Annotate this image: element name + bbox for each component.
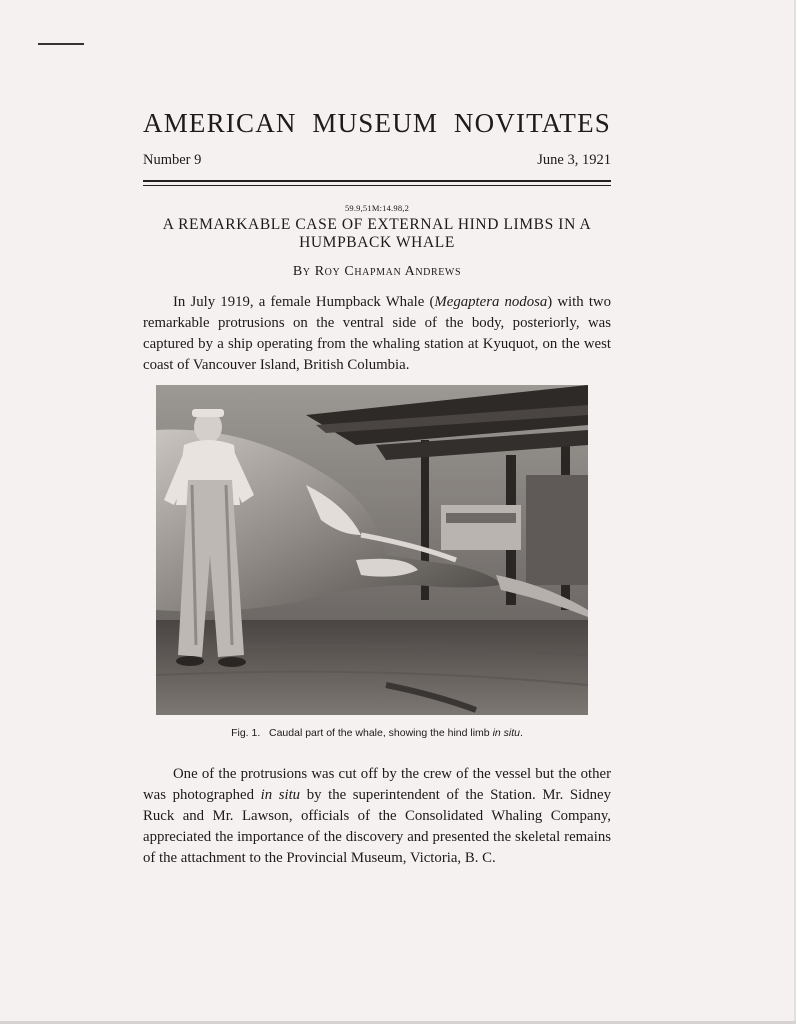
paragraph-text: One of the protrusions was cut off by the crew of the vessel but the other was photographed [143, 766, 611, 803]
paragraph-body [143, 764, 611, 869]
caption-italic: in situ [492, 727, 520, 739]
issue-date: June 3, 1921 [537, 152, 611, 168]
paragraph-text: ) with two remarkable protrusions on the ventral side of the body, posteriorly, was captured by a ship operating from the whaling station at Kyuquot, on the west coast of Vancouver Island, British Columbia. [143, 294, 612, 373]
classification-number: 59.9,51M:14.98,2 [344, 203, 410, 213]
figure-caption [143, 727, 611, 739]
photograph-illustration [156, 385, 588, 715]
article-title-line: A REMARKABLE CASE OF EXTERNAL HIND LIMBS IN A [162, 216, 592, 233]
issue-number: Number 9 [143, 152, 202, 168]
byline: By Roy Chapman Andrews [292, 264, 462, 279]
caption-suffix: . [520, 727, 523, 739]
paragraph-intro [143, 292, 611, 376]
paragraph-text: In July 1919, a female Humpback Whale ( [173, 294, 435, 310]
article-title-line: HUMPBACK WHALE [299, 234, 455, 251]
whale-photograph [156, 385, 588, 715]
header-rule-thin [143, 185, 611, 186]
paragraph-text: by the superintendent of the Station. Mr. Sidney Ruck and Mr. Lawson, officials of the Consolidated Whaling Company, appreciated the importance of the discovery and presented the skeletal remains of the attachment to the Provincial Museum, Victoria, B. C. [143, 787, 612, 866]
caption-text: Fig. 1. Caudal part of the whale, showing the hind limb [231, 727, 493, 739]
corner-mark [38, 43, 84, 45]
journal-title: AMERICAN MUSEUM NOVITATES [143, 108, 611, 138]
latin-term: in situ [260, 787, 301, 803]
article-title [140, 216, 614, 252]
header-rule [143, 180, 611, 182]
species-name: Megaptera nodosa [434, 294, 548, 310]
issue-line [143, 152, 611, 169]
